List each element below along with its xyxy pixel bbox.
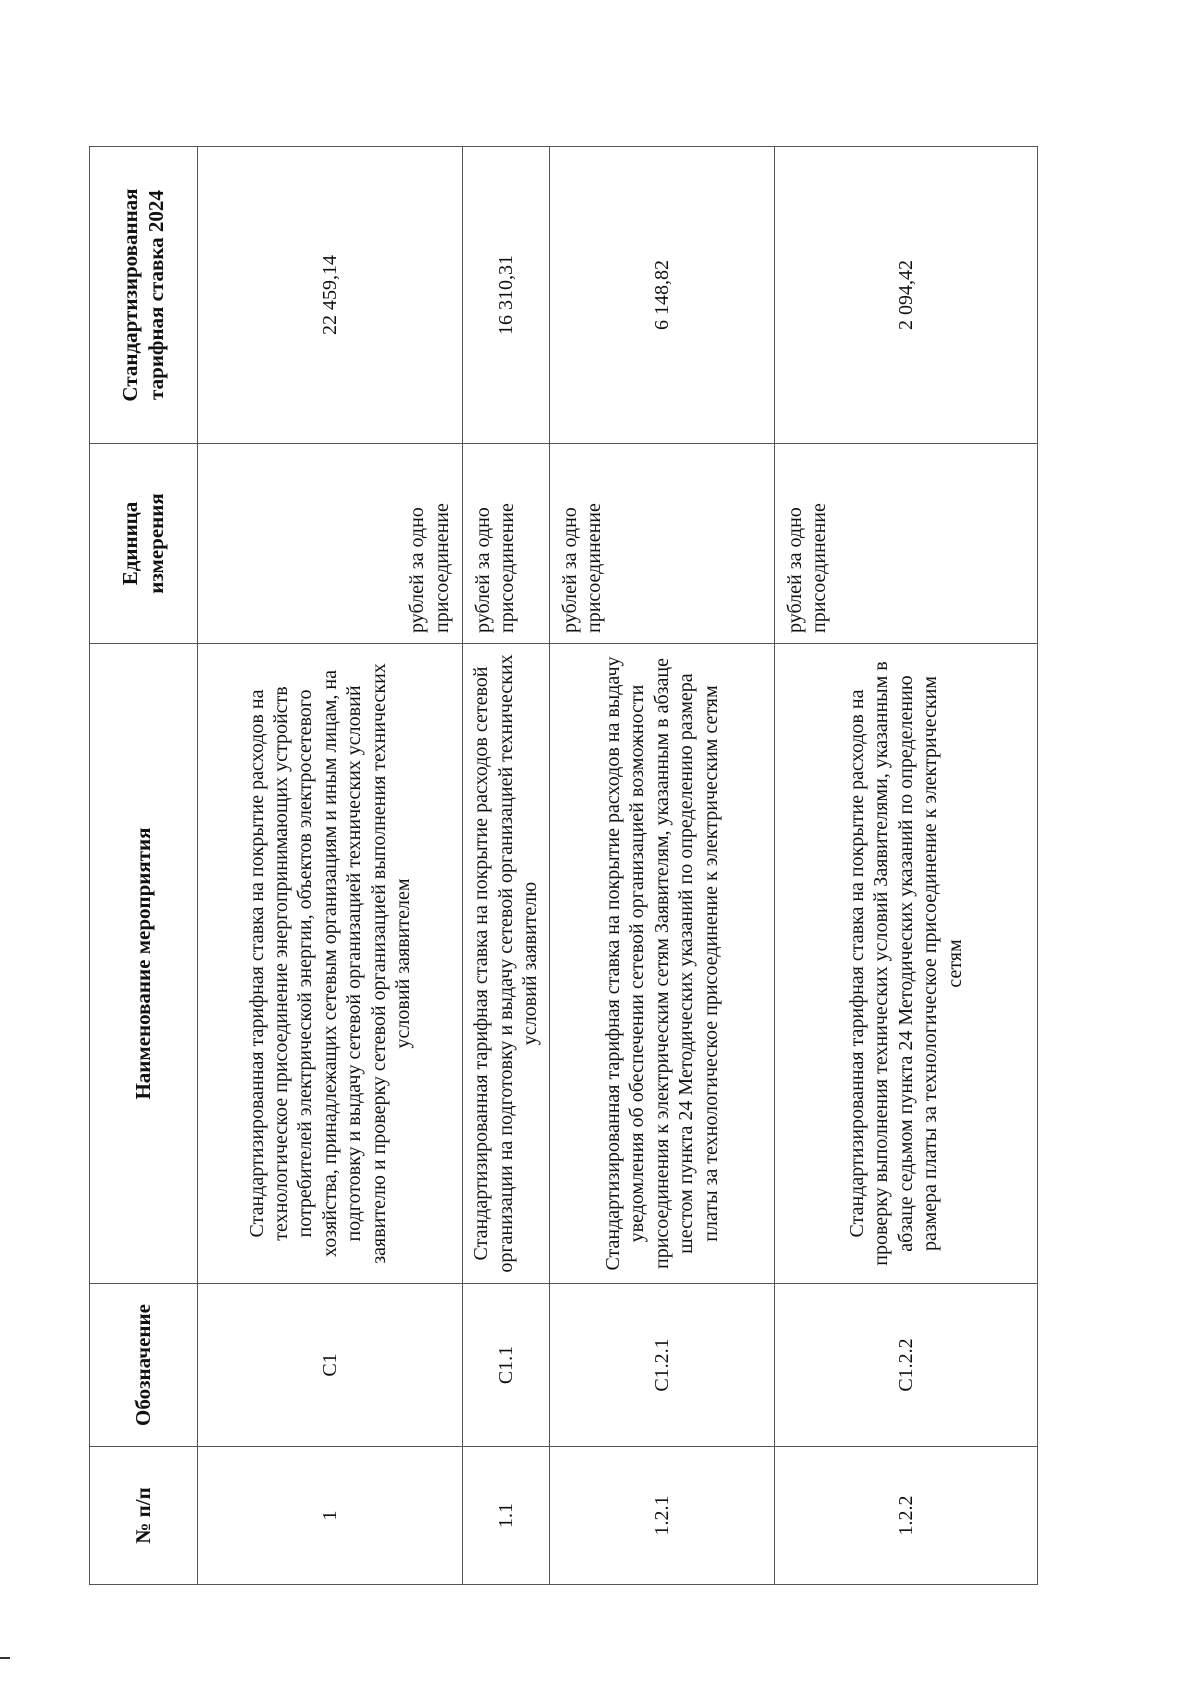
row-name: Стандартизированная тарифная ставка на покрытие расходов на технологическое присоединение энергопринимающих устройств потребителей электрической энергии, объектов электросетевого хозяйства, принадлежащих сетевым организациям и иным лицам, на подготовку и выдачу сетевой организацией технических условий заявителю и проверку сетевой организацией выполнения технических условий заявителем (198, 644, 463, 1284)
table-row (775, 147, 1038, 1585)
header-num: № п/п (90, 1447, 198, 1585)
row-unit: рублей за одно присоединение (198, 444, 463, 644)
rotated-table-container (89, 147, 1037, 1585)
row-rate: 2 094,42 (775, 147, 1038, 444)
margin-mark (0, 1657, 10, 1659)
table-row (198, 147, 463, 1585)
header-name: Наименование мероприятия (90, 644, 198, 1284)
row-unit: рублей за одно присоединение (463, 444, 550, 644)
row-num: 1.2.1 (550, 1447, 775, 1585)
row-name: Стандартизированная тарифная ставка на покрытие расходов на проверку выполнения технических условий Заявителями, указанным в абзаце седьмом пункта 24 Методических указаний по определению размера платы за технологическое присоединение к электрическим сетям (775, 644, 1038, 1284)
header-code: Обозначение (90, 1284, 198, 1447)
row-code: С1.2.1 (550, 1284, 775, 1447)
table-row (550, 147, 775, 1585)
row-num: 1.1 (463, 1447, 550, 1585)
table-row (463, 147, 550, 1585)
tariff-rates-table (89, 146, 1038, 1585)
row-name: Стандартизированная тарифная ставка на покрытие расходов на выдачу уведомления об обеспечении сетевой организацией возможности присоединения к электрическим сетям Заявителям, указанным в абзаце шестом пункта 24 Методических указаний по определению размера платы за технологическое присоединение к электрическим сетям (550, 644, 775, 1284)
row-unit: рублей за одно присоединение (550, 444, 775, 644)
row-rate: 6 148,82 (550, 147, 775, 444)
row-rate: 22 459,14 (198, 147, 463, 444)
table-header-row (90, 147, 198, 1585)
row-num: 1.2.2 (775, 1447, 1038, 1585)
row-code: С1 (198, 1284, 463, 1447)
row-code: С1.1 (463, 1284, 550, 1447)
header-rate: Стандартизированная тарифная ставка 2024 (90, 147, 198, 444)
row-unit: рублей за одно присоединение (775, 444, 1038, 644)
row-num: 1 (198, 1447, 463, 1585)
row-name: Стандартизированная тарифная ставка на покрытие расходов сетевой организации на подготовку и выдачу сетевой организацией технических условий заявителю (463, 644, 550, 1284)
row-code: С1.2.2 (775, 1284, 1038, 1447)
row-rate: 16 310,31 (463, 147, 550, 444)
header-unit: Единица измерения (90, 444, 198, 644)
